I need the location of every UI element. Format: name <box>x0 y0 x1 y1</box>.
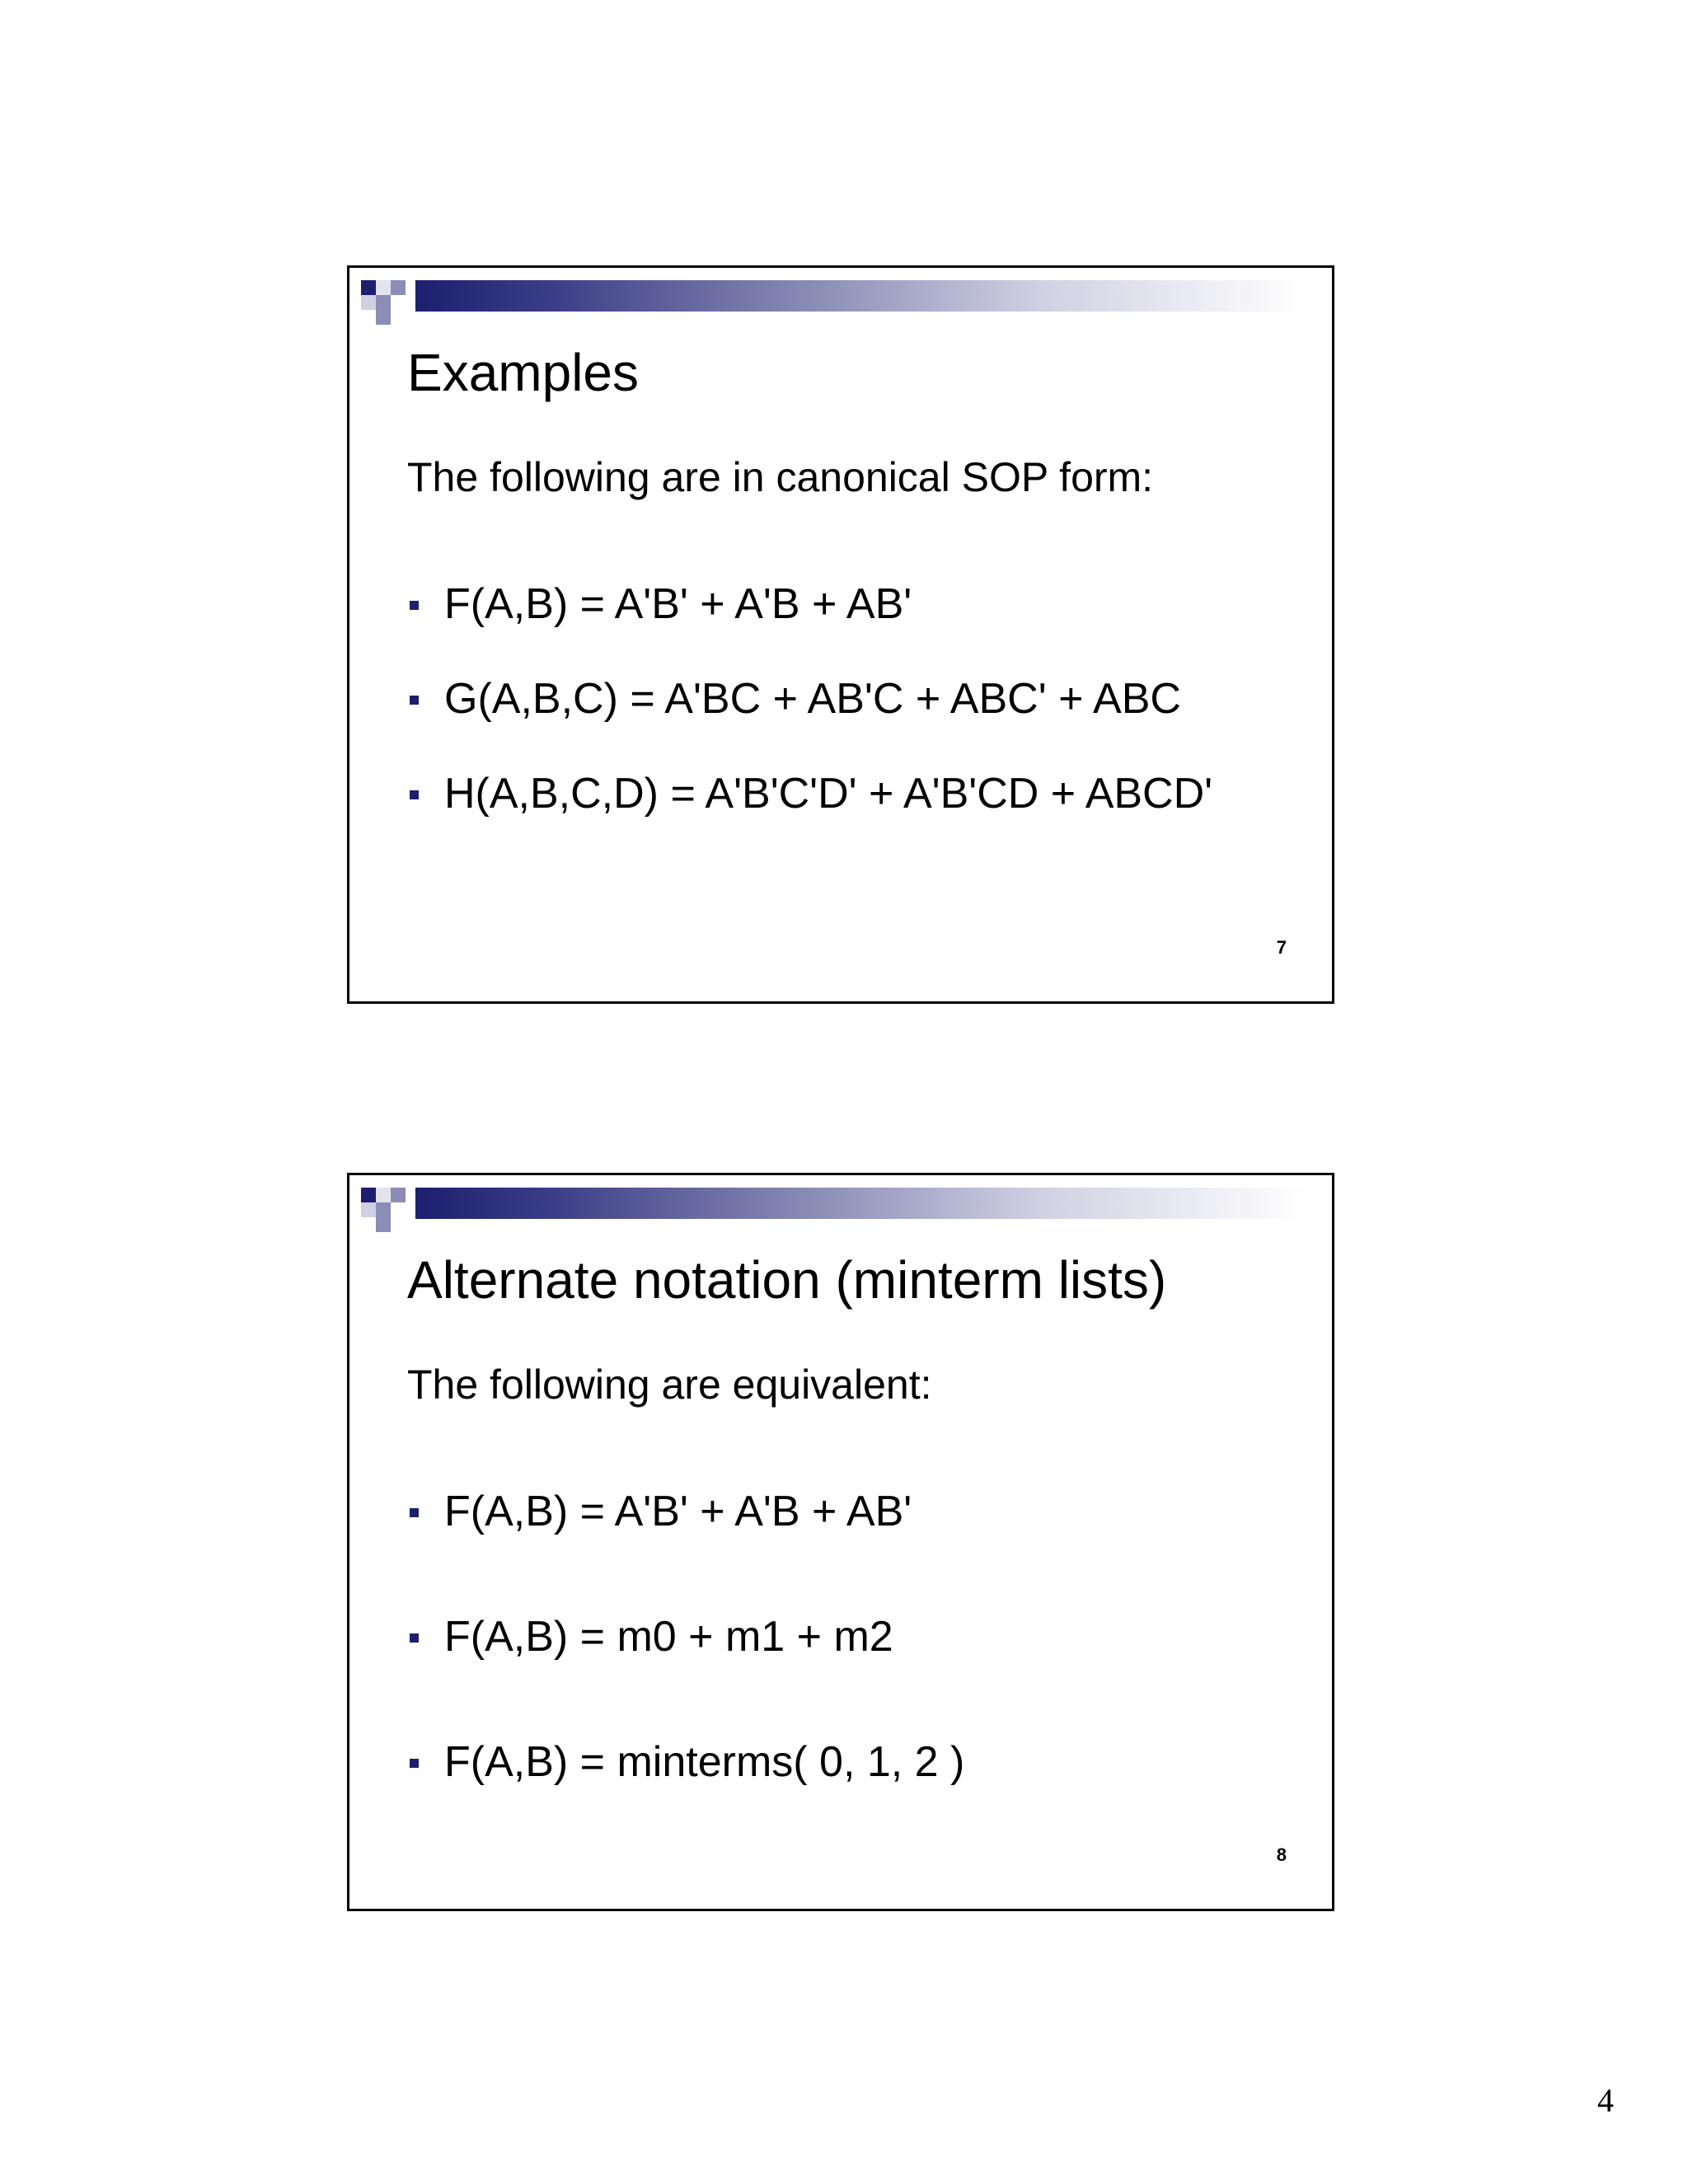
bullet-text: F(A,B) = A'B' + A'B + AB' <box>444 1488 912 1535</box>
bullet-item <box>407 579 1212 629</box>
logo-square <box>361 1202 376 1217</box>
slide-title: Alternate notation (minterm lists) <box>407 1250 1167 1310</box>
slide-intro: The following are in canonical SOP form: <box>407 454 1154 500</box>
bullet-text: F(A,B) = A'B' + A'B + AB' <box>444 580 912 628</box>
square-bullet-icon <box>410 1633 419 1643</box>
bullet-item <box>407 1487 964 1536</box>
square-bullet-icon <box>410 601 419 610</box>
slide-title: Examples <box>407 343 639 402</box>
logo-square <box>391 1188 406 1202</box>
slide-8 <box>347 1173 1334 1911</box>
slide-number: 7 <box>1276 937 1287 958</box>
logo-square <box>376 280 391 295</box>
bullet-item <box>407 1737 964 1787</box>
bullet-item <box>407 674 1212 724</box>
bullet-text: H(A,B,C,D) = A'B'C'D' + A'B'CD + ABCD' <box>444 770 1213 818</box>
header-gradient-band <box>415 280 1306 312</box>
square-bullet-icon <box>410 790 419 799</box>
logo-square <box>376 295 391 310</box>
logo-square <box>376 1217 391 1232</box>
bullet-text: F(A,B) = m0 + m1 + m2 <box>444 1613 893 1661</box>
logo-square <box>361 280 376 295</box>
bullet-item <box>407 1612 964 1661</box>
bullet-list <box>407 579 1212 864</box>
logo-square <box>376 310 391 325</box>
bullet-text: G(A,B,C) = A'BC + AB'C + ABC' + ABC <box>444 675 1181 723</box>
bullet-item <box>407 769 1212 818</box>
slide-intro: The following are equivalent: <box>407 1361 932 1408</box>
square-bullet-icon <box>410 1759 419 1768</box>
bullet-text: F(A,B) = minterms( 0, 1, 2 ) <box>444 1738 965 1786</box>
logo-square <box>376 1188 391 1202</box>
logo-square <box>376 1202 391 1217</box>
header-gradient-band <box>415 1188 1306 1219</box>
logo-square <box>361 295 376 310</box>
square-bullet-icon <box>410 696 419 705</box>
logo-square <box>391 280 406 295</box>
bullet-list <box>407 1487 964 1863</box>
logo-square <box>361 1188 376 1202</box>
page-number: 4 <box>1597 2082 1614 2119</box>
slide-number: 8 <box>1276 1844 1287 1865</box>
slide-7 <box>347 265 1334 1004</box>
square-bullet-icon <box>410 1508 419 1517</box>
